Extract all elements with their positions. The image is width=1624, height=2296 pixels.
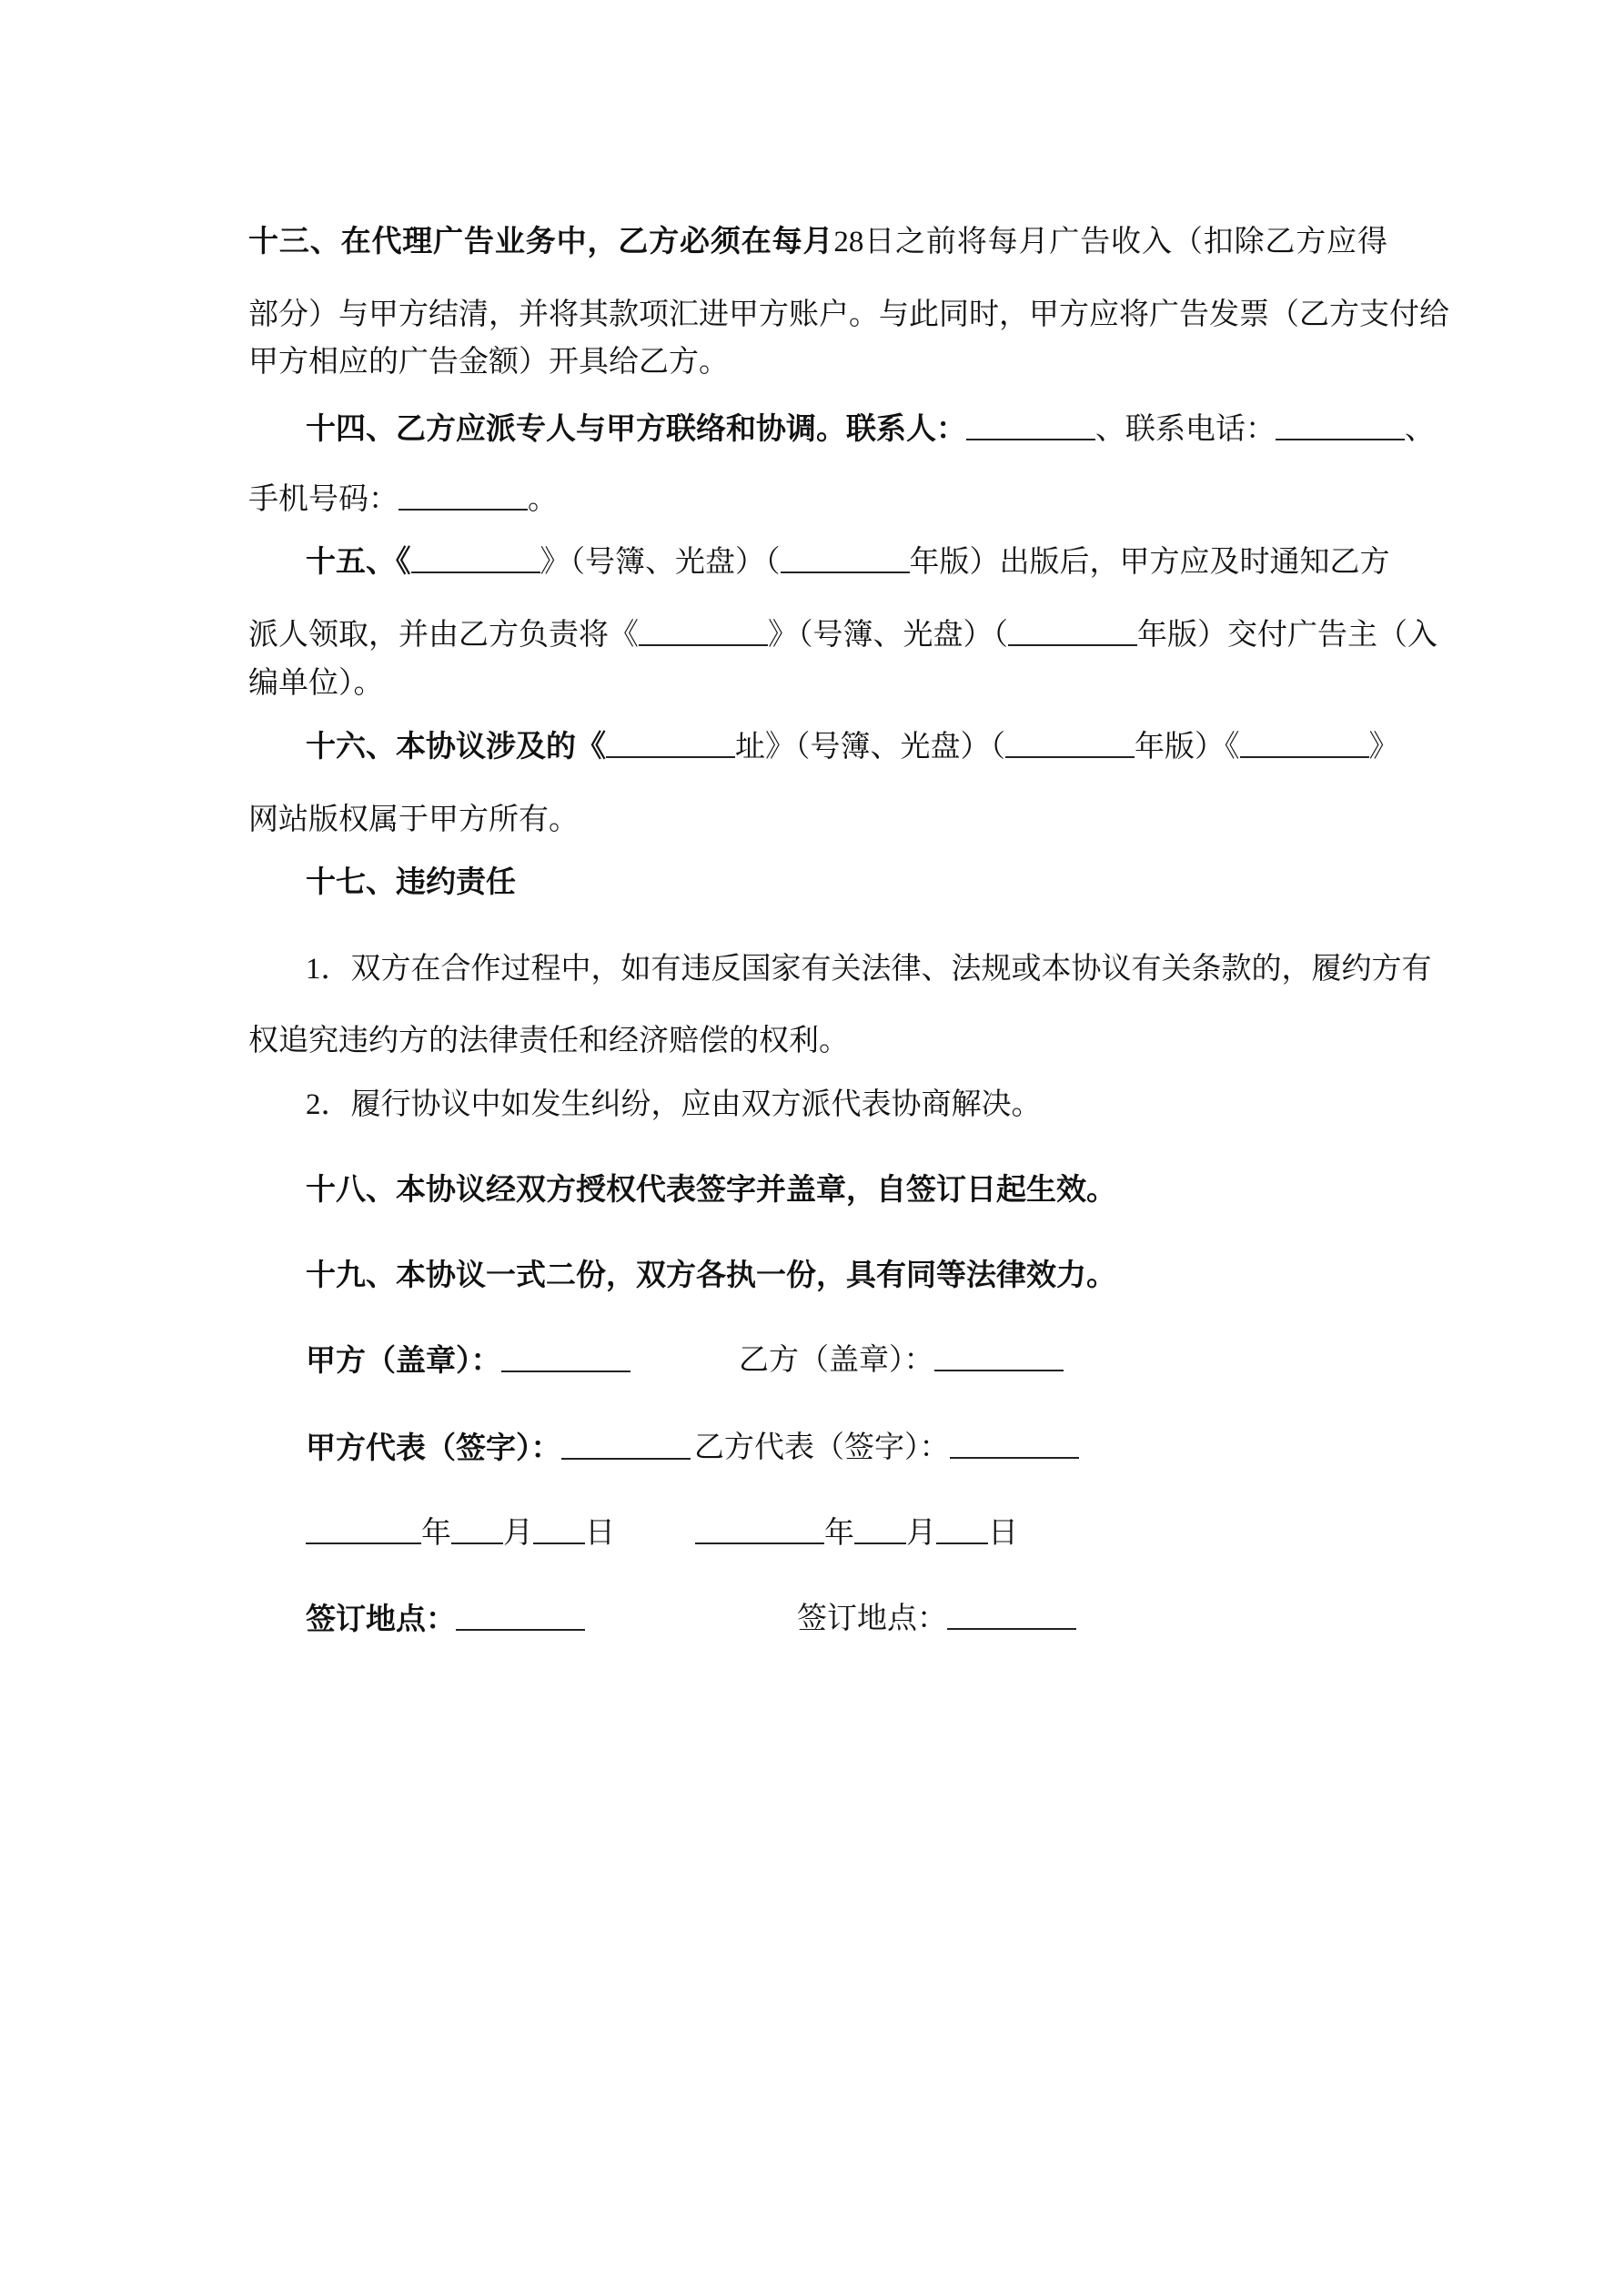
text: 、联系电话： [1095,413,1276,446]
text: 派人领取，并由乙方负责将《 [248,619,639,652]
clause-18 [306,1169,1116,1209]
clause-16-line-2 [248,800,579,840]
text: 。 [528,483,558,516]
text: 年 [421,1517,451,1550]
clause-17-item-1-line-1 [306,949,1432,989]
party-b-seal [739,1340,1064,1381]
text: 权追究违约方的法律责任和经济赔偿的权利。 [248,1025,849,1057]
text: 手机号码： [248,483,398,516]
bold-text: 十四、乙方应派专人与甲方联络和协调。联系人： [306,411,966,445]
bold-text: 十三、在代理广告业务中，乙方必须在每月 [248,224,834,258]
text: 》 [1368,731,1399,764]
party-a-representative [306,1428,691,1468]
party-b-representative [694,1428,1079,1468]
clause-16-line-1 [306,726,1399,766]
text: 年版）交付广告主（入 [1137,619,1437,652]
clause-15-line-2 [248,615,1437,655]
fill-in-blank [533,1515,585,1544]
party-a-seal [306,1340,630,1381]
bold-text: 十五、《 [306,544,411,578]
text: 址》（号簿、光盘）（ [735,731,1005,764]
clause-15-line-1 [306,541,1390,582]
clause-13-line-3 [248,342,729,382]
fill-in-blank [411,544,540,573]
text: 甲方相应的广告金额）开具给乙方。 [248,346,729,379]
clause-17-item-2 [306,1085,1042,1125]
fill-in-blank [934,1342,1064,1371]
party-a-signing-place [306,1599,585,1639]
text: 编单位）。 [248,667,384,700]
text: 部分）与甲方结清，并将其款项汇进甲方账户。与此同时，甲方应将广告发票（乙方支付给 [248,298,1449,331]
text: 年版）《 [1135,731,1240,764]
text: 年版）出版后，甲方应及时通知乙方 [909,546,1390,579]
clause-15-line-3 [248,663,384,703]
text: 、 [1405,413,1435,446]
party-b-signing-place [797,1599,1076,1639]
fill-in-blank [950,1430,1079,1459]
bold-text: 甲方（盖章）： [306,1343,501,1377]
clause-17-heading [306,862,516,902]
clause-19 [306,1255,1116,1295]
text: 日 [988,1517,1018,1550]
fill-in-blank [606,729,735,758]
fill-in-blank [1005,729,1135,758]
fill-in-blank [947,1601,1076,1630]
text: 》（号簿、光盘）（ [540,546,781,579]
clause-13-line-2 [248,295,1449,335]
fill-in-blank [398,481,528,511]
fill-in-blank [501,1343,630,1372]
fill-in-blank [854,1515,906,1544]
text: 日 [585,1517,615,1550]
clause-14-line-1 [306,409,1435,449]
text: 年 [824,1517,854,1550]
fill-in-blank [1276,411,1405,440]
text: 网站版权属于甲方所有。 [248,804,579,836]
fill-in-blank [451,1515,503,1544]
text: 签订地点： [797,1603,947,1635]
text: 1．双方在合作过程中，如有违反国家有关法律、法规或本协议有关条款的，履约方有 [306,953,1432,986]
fill-in-blank [1240,729,1369,758]
fill-in-blank [966,411,1095,440]
bold-text: 甲方代表（签字）： [306,1431,561,1464]
text: 》（号簿、光盘）（ [768,619,1008,652]
text: 乙方（盖章）： [739,1344,934,1377]
bold-text: 十七、违约责任 [306,865,516,898]
clause-17-item-1-line-2 [248,1021,849,1061]
bold-text: 十六、本协议涉及的《 [306,729,606,763]
bold-text: 签订地点： [306,1602,456,1635]
text: 月 [906,1517,936,1550]
fill-in-blank [936,1515,988,1544]
clause-13-line-1 [248,221,1387,261]
fill-in-blank [456,1602,585,1631]
fill-in-blank [561,1431,691,1460]
party-b-date [695,1513,1018,1553]
text: 28日之前将每月广告收入（扣除乙方应得 [833,226,1388,258]
fill-in-blank [781,544,910,573]
fill-in-blank [639,617,768,646]
fill-in-blank [306,1515,421,1544]
fill-in-blank [1008,617,1137,646]
bold-text: 十九、本协议一式二份，双方各执一份，具有同等法律效力。 [306,1258,1116,1291]
party-a-date [306,1513,615,1553]
fill-in-blank [695,1515,824,1544]
text: 月 [503,1517,533,1550]
text: 乙方代表（签字）： [694,1431,950,1464]
text: 2．履行协议中如发生纠纷，应由双方派代表协商解决。 [306,1088,1042,1121]
clause-14-line-2 [248,480,558,520]
bold-text: 十八、本协议经双方授权代表签字并盖章，自签订日起生效。 [306,1172,1116,1206]
